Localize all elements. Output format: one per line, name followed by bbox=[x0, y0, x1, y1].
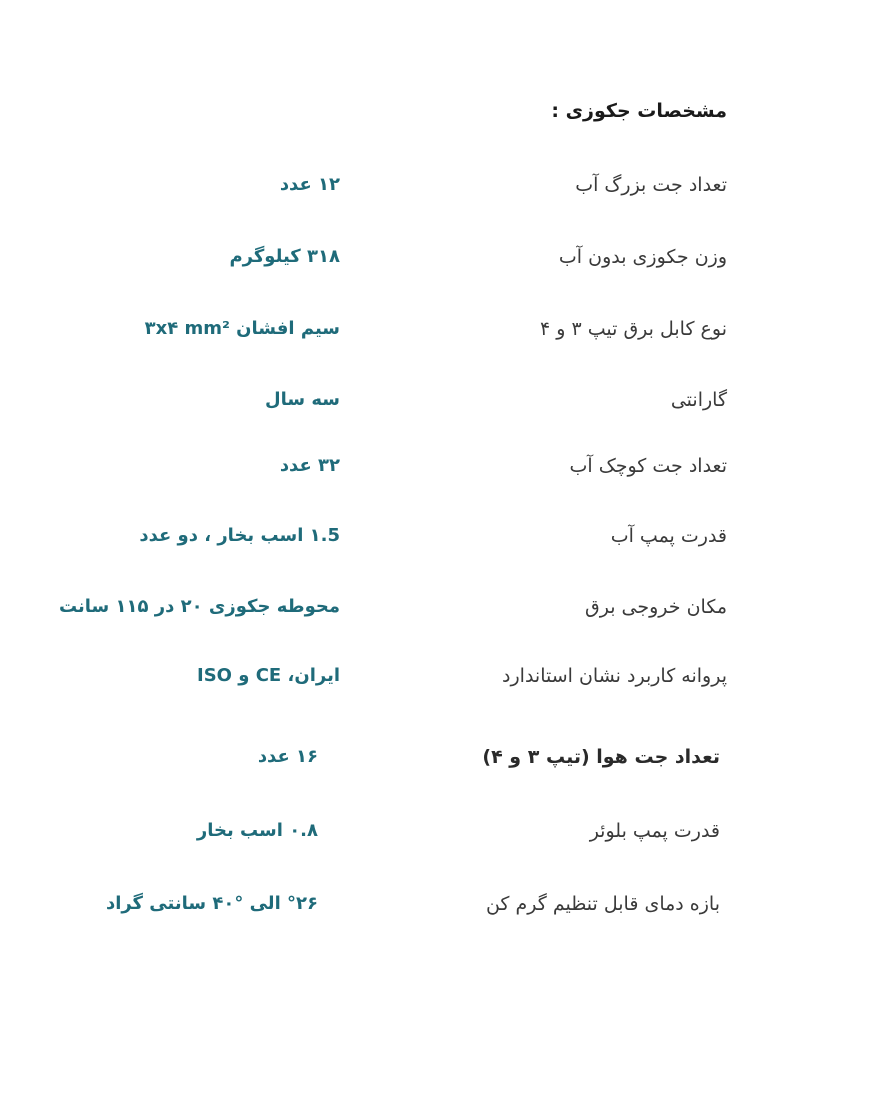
spec-value: ۱.5 اسب بخار ، دو عدد bbox=[139, 525, 340, 546]
spec-row-standard-license bbox=[0, 656, 870, 696]
spec-row-warranty bbox=[0, 380, 870, 420]
spec-value: ۳۲ عدد bbox=[279, 455, 340, 476]
spec-row-power-outlet-location bbox=[0, 587, 870, 627]
spec-label: وزن جکوزی بدون آب bbox=[558, 246, 727, 268]
spec-row-water-pump-power bbox=[0, 516, 870, 556]
spec-value: ۳۱۸ کیلوگرم bbox=[229, 246, 340, 267]
spec-label: گارانتی bbox=[670, 389, 727, 411]
spec-label: قدرت پمپ آب bbox=[610, 525, 727, 547]
spec-value: ایران، CE و ISO bbox=[197, 665, 340, 686]
spec-value: محوطه جکوزی ۲۰ در ۱۱۵ سانت bbox=[58, 596, 340, 617]
spec-label: تعداد جت هوا (تیپ ۳ و ۴) bbox=[482, 746, 720, 768]
spec-label: قدرت پمپ بلوئر bbox=[589, 820, 720, 842]
spec-value: سه سال bbox=[265, 389, 340, 410]
spec-label: پروانه کاربرد نشان استاندارد bbox=[502, 665, 727, 687]
spec-label: بازه دمای قابل تنظیم گرم کن bbox=[485, 893, 720, 915]
spec-row-air-jets bbox=[0, 737, 870, 777]
spec-value: سیم افشان ۳x۴ mm² bbox=[144, 318, 340, 339]
spec-row-blower-power bbox=[0, 811, 870, 851]
spec-row-large-water-jets bbox=[0, 165, 870, 205]
spec-label: نوع کابل برق تیپ ۳ و ۴ bbox=[539, 318, 727, 340]
spec-title: مشخصات جکوزی : bbox=[551, 100, 727, 122]
spec-value: ۱۶ عدد bbox=[257, 746, 318, 767]
spec-row-small-water-jets bbox=[0, 446, 870, 486]
spec-row-dry-weight bbox=[0, 237, 870, 277]
spec-row-heater-temp-range bbox=[0, 884, 870, 924]
spec-label: تعداد جت کوچک آب bbox=[569, 455, 727, 477]
spec-value: ۰.۸ اسب بخار bbox=[196, 820, 318, 841]
spec-label: تعداد جت بزرگ آب bbox=[575, 174, 727, 196]
spec-value: °۲۶ الی °۴۰ سانتی گراد bbox=[105, 893, 318, 914]
spec-row-power-cable bbox=[0, 309, 870, 349]
spec-label: مکان خروجی برق bbox=[585, 596, 727, 618]
spec-value: ۱۲ عدد bbox=[279, 174, 340, 195]
